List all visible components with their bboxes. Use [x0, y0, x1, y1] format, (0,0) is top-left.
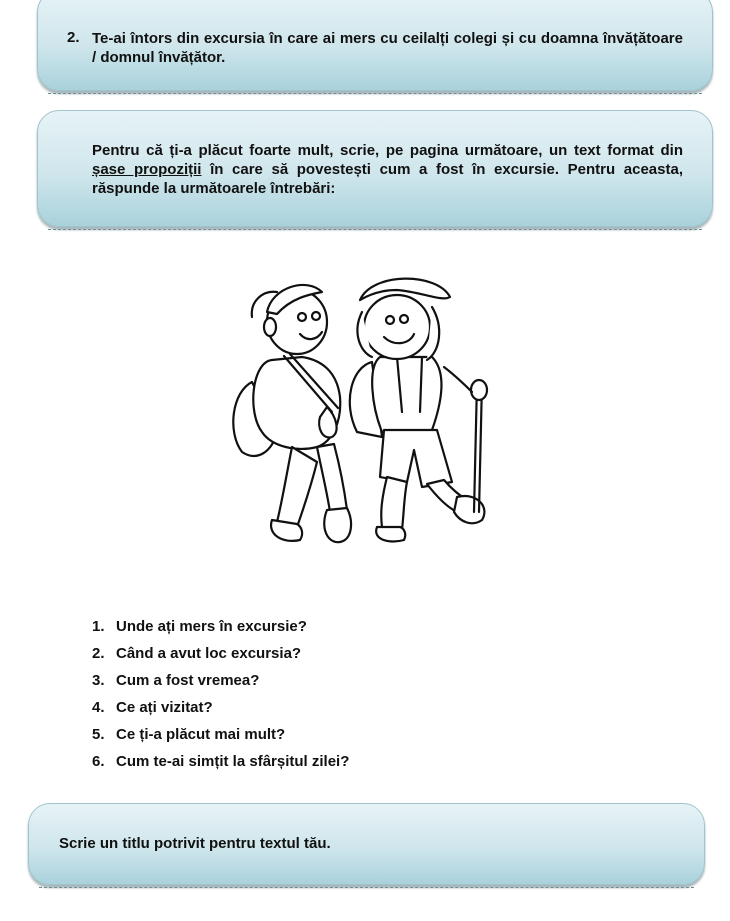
- question-text: Ce ți-a plăcut mai mult?: [116, 726, 286, 743]
- list-item: [92, 645, 349, 672]
- question-text: Cum a fost vremea?: [116, 672, 260, 689]
- instructions-part2: în care să povestești cum a fost în excursie. Pentru aceasta, răspunde la următoarele întrebări:: [92, 161, 683, 197]
- closing-box: [28, 803, 705, 885]
- question-number: 4.: [92, 699, 105, 716]
- list-item: [92, 699, 349, 726]
- list-item: [92, 672, 349, 699]
- question-text: Ce ați vizitat?: [116, 699, 213, 716]
- question-number: 6.: [92, 753, 105, 770]
- question-number: 2.: [92, 645, 105, 662]
- list-item: [92, 618, 349, 645]
- list-item: [92, 726, 349, 753]
- list-item: [92, 753, 349, 780]
- task-intro-box: [37, 0, 713, 91]
- question-text: Când a avut loc excursia?: [116, 645, 302, 662]
- questions-list: [92, 618, 349, 780]
- question-number: 1.: [92, 618, 105, 635]
- hiking-children-illustration: [222, 272, 497, 548]
- task-intro-text: Te-ai întors din excursia în care ai mers cu ceilalți colegi și cu doamna învățătoare / domnul învățător.: [92, 30, 683, 66]
- girl-figure: [350, 279, 487, 542]
- instructions-part1: Pentru că ți-a plăcut foarte mult, scrie, pe pagina următoare, un text format din: [92, 142, 683, 159]
- task-number: 2.: [67, 29, 80, 46]
- question-number: 3.: [92, 672, 105, 689]
- closing-text: Scrie un titlu potrivit pentru textul tău.: [59, 835, 331, 852]
- question-text: Cum te-ai simțit la sfârșitul zilei?: [116, 753, 350, 770]
- question-number: 5.: [92, 726, 105, 743]
- instructions-text: [92, 141, 683, 198]
- instructions-box: [37, 110, 713, 227]
- boy-figure: [233, 285, 351, 542]
- instructions-emphasis: șase propoziții: [92, 161, 202, 178]
- question-text: Unde ați mers în excursie?: [116, 618, 307, 635]
